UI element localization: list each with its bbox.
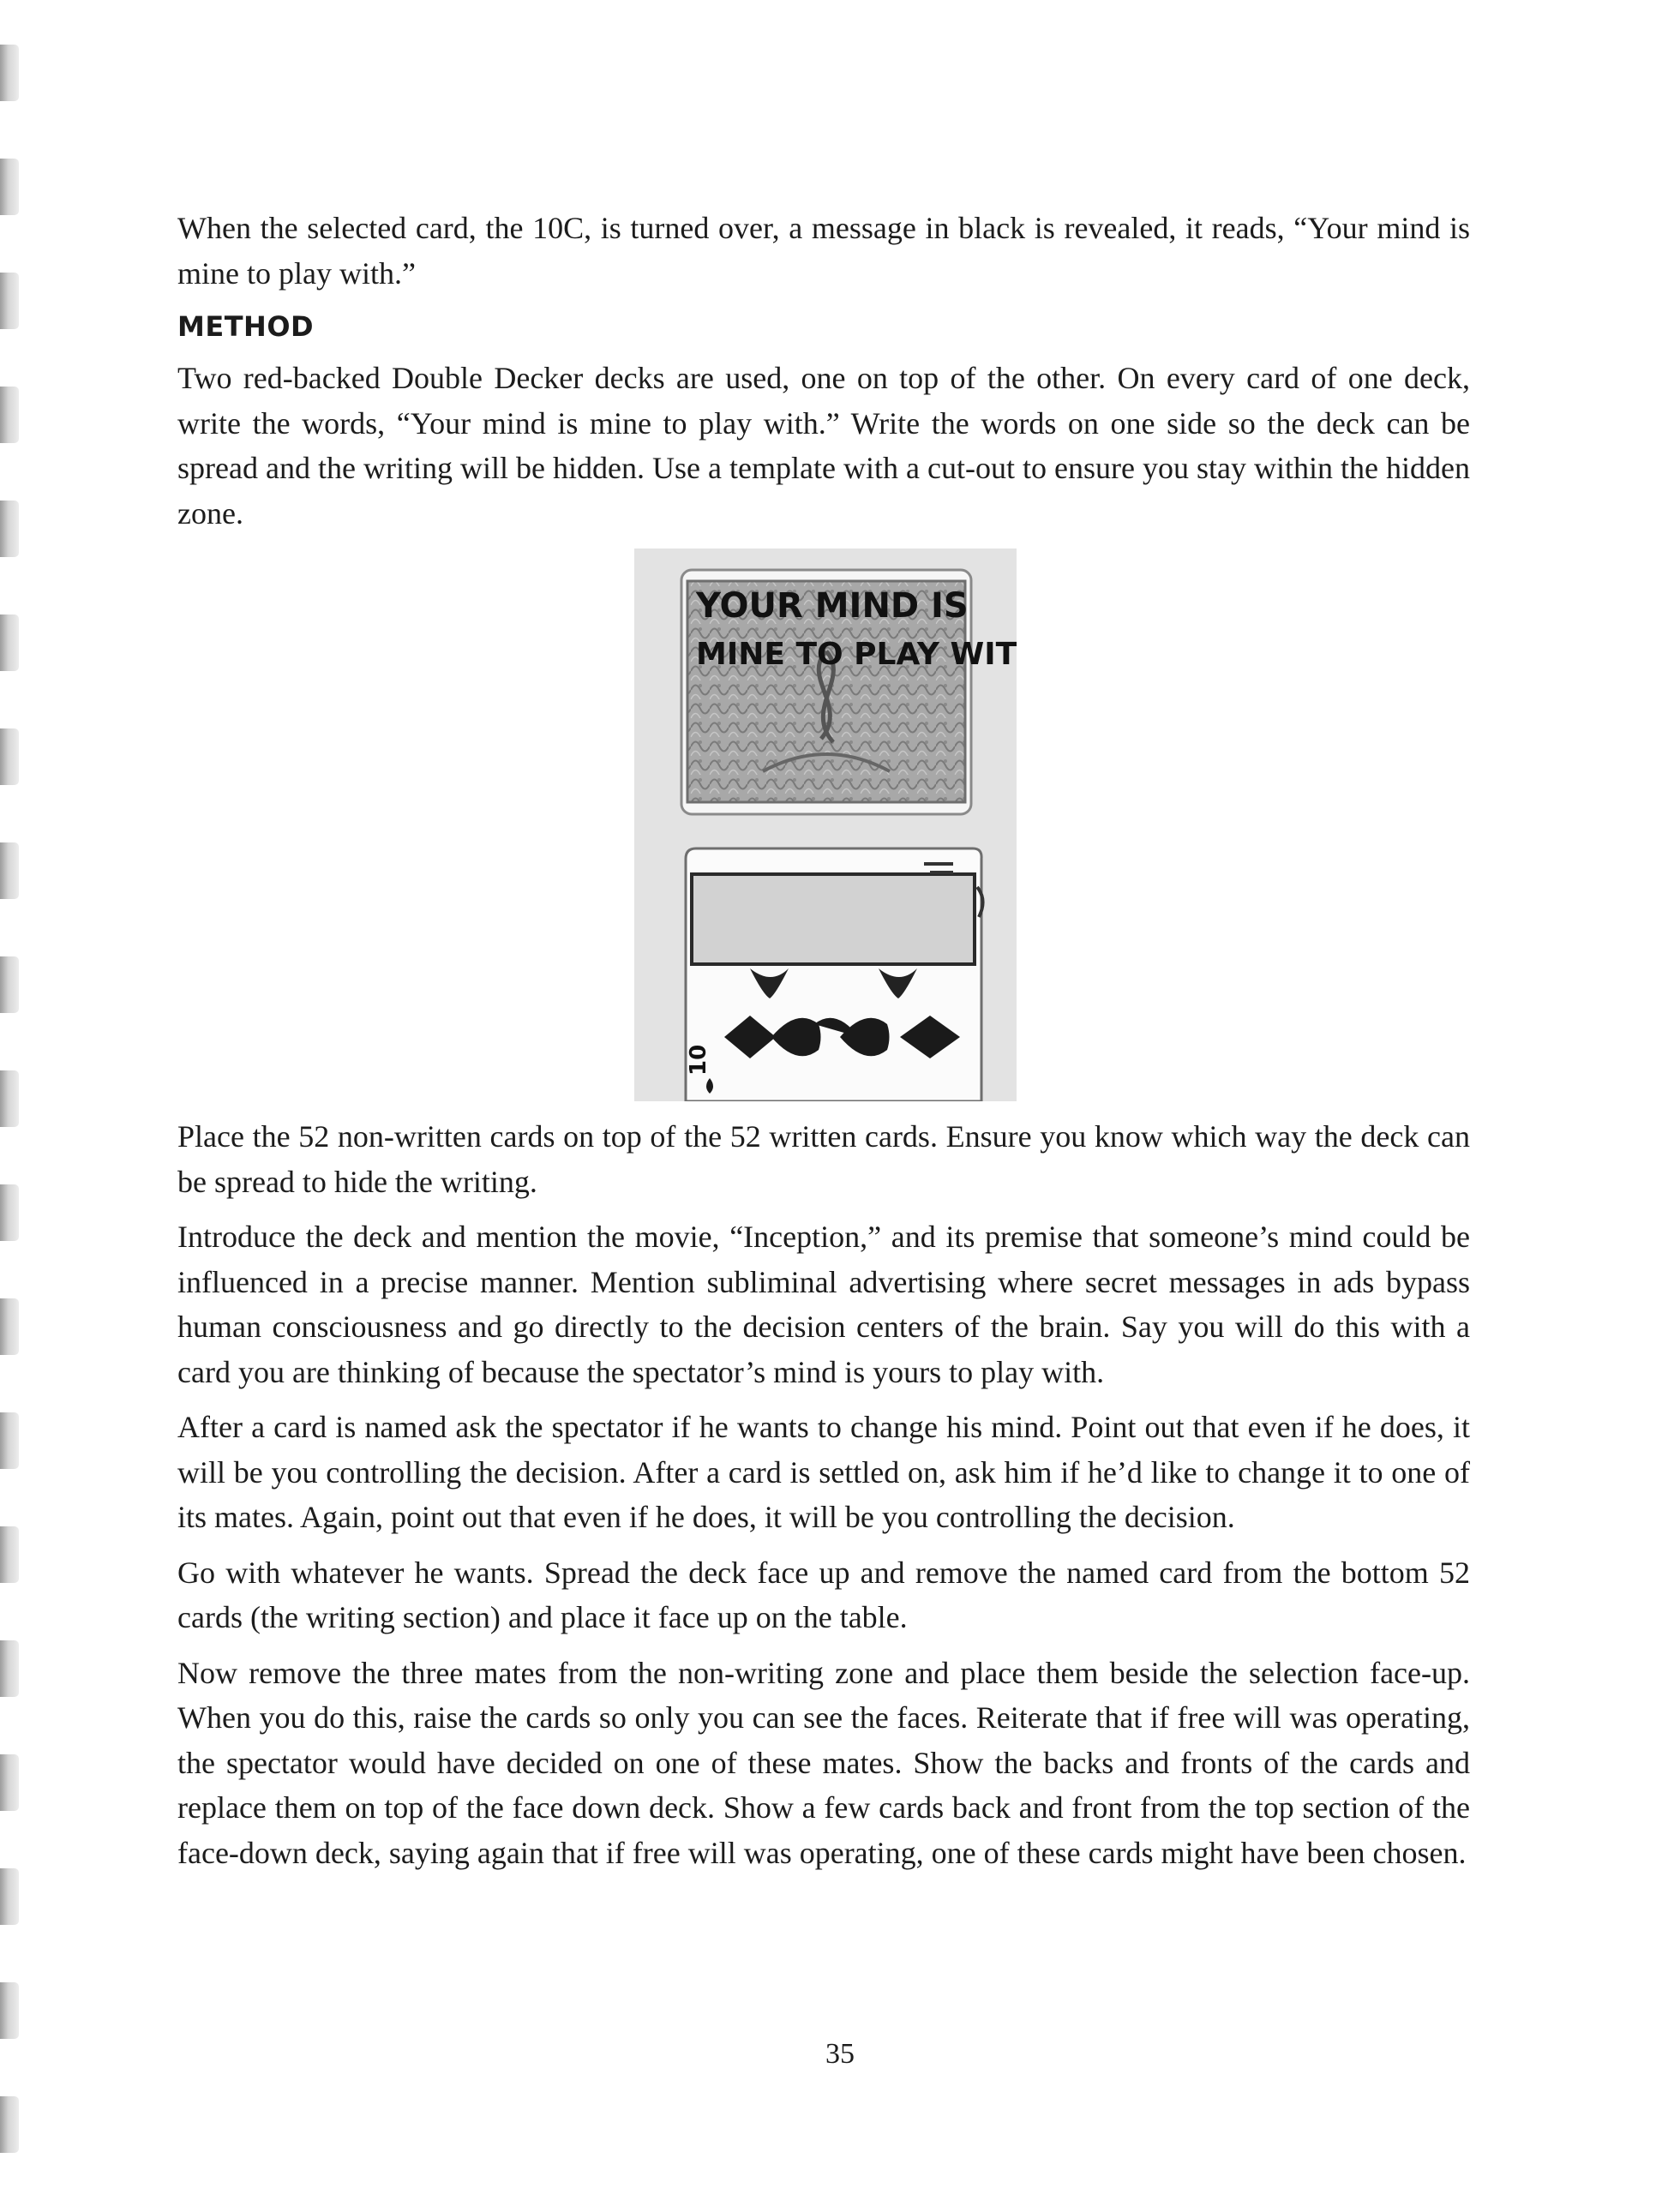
paragraph-method: Two red-backed Double Decker decks are used, one on top of the other. On every card of one deck, write the words, “Your mind is mine to play with.” Write the words on one side so the deck can be spread and the writing will be hidden. Use a template with a cut-out to ensure you stay within the hidden zone. (177, 361, 1470, 531)
card-writing-line2: MINE TO PLAY WITH (696, 637, 1017, 672)
section-heading: METHOD (177, 310, 315, 343)
card-photo (634, 548, 1017, 1101)
binder-ring (0, 1184, 19, 1241)
page-number: 35 (825, 2038, 855, 2070)
paragraph: After a card is named ask the spectator if he wants to change his mind. Point out that even if he does, it will be you controlling the decision. After a card is settled on, ask him if he’d like to change it to one of its mates. Again, point out that even if he does, it will be you controlling the decision. (177, 1410, 1470, 1534)
paragraph: Place the 52 non-written cards on top of the 52 written cards. Ensure you know which way the deck can be spread to hide the writing. (177, 1119, 1470, 1199)
paragraph: Go with whatever he wants. Spread the deck face up and remove the named card from the bottom 52 cards (the writing section) and place it face up on the table. (177, 1555, 1470, 1634)
binder-ring (0, 1412, 19, 1469)
binder-ring (0, 1868, 19, 1925)
binder-ring (0, 1298, 19, 1355)
binder-ring (0, 1982, 19, 2039)
binder-ring (0, 45, 19, 101)
text-block-top (177, 206, 1470, 546)
binder-ring (0, 614, 19, 671)
binder-ring (0, 387, 19, 443)
binder-ring (0, 1070, 19, 1127)
binder-ring (0, 1640, 19, 1697)
binder-ring (0, 956, 19, 1013)
binder-ring (0, 2096, 19, 2153)
binder-ring (0, 273, 19, 329)
card-writing-line1: YOUR MIND IS (696, 586, 969, 626)
paragraph-intro: When the selected card, the 10C, is turned over, a message in black is revealed, it reads, “Your mind is mine to play with.” (177, 211, 1470, 291)
binder-ring (0, 728, 19, 785)
paragraph: Introduce the deck and mention the movie, “Inception,” and its premise that someone’s mind could be influenced in a precise manner. Mention subliminal advertising where secret messages in ads bypass human consciousness and go directly to the decision centers of the brain. Say you will do this with a card you are thinking of because the spectator’s mind is yours to play with. (177, 1220, 1470, 1389)
binder-ring (0, 1754, 19, 1811)
card-face-10-spades (686, 848, 983, 1101)
text-block-body (177, 1114, 1470, 1885)
binder-ring (0, 842, 19, 899)
template-cutout (692, 874, 975, 964)
binder-ring (0, 159, 19, 215)
binder-ring (0, 1526, 19, 1583)
card-index: 10 (686, 1044, 711, 1076)
binder-ring (0, 501, 19, 557)
paragraph: Now remove the three mates from the non-writing zone and place them beside the selection face-up. When you do this, raise the cards so only you can see the faces. Reiterate that if free will was operating, the spectator would have decided on one of these mates. Show the backs and fronts of the cards and replace them on top of the face down deck. Show a few cards back and front from the top section of the face-down deck, saying again that if free will was operating, one of these cards might have been chosen. (177, 1655, 1470, 1870)
binder-edge (0, 0, 22, 2194)
